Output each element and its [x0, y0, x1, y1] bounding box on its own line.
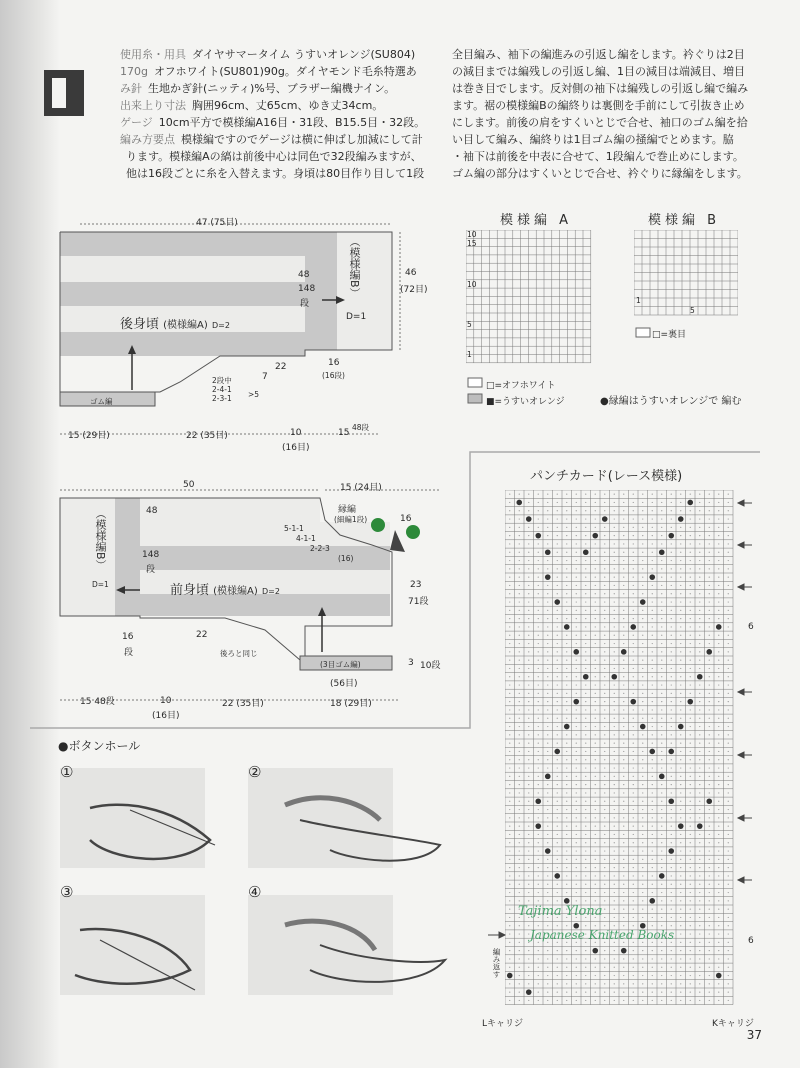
front-collar: 縁編 — [338, 505, 357, 515]
front-vertical-label: （模様編B） — [94, 508, 107, 571]
front-rib-label: (3目ゴム編) — [320, 660, 361, 669]
back-bottom6: 48段 — [352, 423, 370, 432]
front-neck3: 2-2-3 — [310, 544, 330, 553]
front-bottom1: 15 48段 — [80, 697, 115, 707]
punch-card-left-label: Lキャリジ — [482, 1019, 524, 1029]
front-dan: 段 — [146, 565, 156, 575]
back-d1: D=1 — [346, 312, 367, 322]
front-same-label: 後ろと同じ — [220, 649, 258, 658]
materials-line: 他は16段ごとに糸を入替えます。身頃は80目作り目して1段 — [126, 167, 425, 180]
pattern-a-grid — [466, 230, 592, 364]
legend-orange: ■=うすいオレンジ — [486, 397, 565, 407]
watermark-line1: Tajima Ylona — [518, 904, 603, 919]
front-n16b: (16) — [338, 554, 354, 563]
back-dan: 段 — [300, 299, 310, 309]
punch-card-side-label: 編み返す — [492, 948, 501, 978]
pattern-a-row-label: 1 — [467, 350, 472, 359]
back-bottom2: 22 (35目) — [186, 431, 228, 441]
materials-line: 出来上り寸法 胸囲96cm、丈65cm、ゆき丈34cm。 — [120, 99, 384, 112]
front-bottom6: (56目) — [330, 679, 358, 689]
front-bottom4: 22 (35目) — [222, 699, 264, 709]
back-bottom1: 15 (29目) — [68, 431, 110, 441]
back-rib-label: ゴム編 — [90, 397, 113, 406]
front-h23: 23 — [410, 580, 422, 590]
page-number: 37 — [746, 1028, 762, 1042]
instruction-line: ます。裾の模様編Bの編終りは裏側を手前にして引抜き止め — [452, 99, 745, 112]
back-h16: 16 — [328, 358, 340, 368]
pattern-b-grid — [634, 230, 738, 316]
back-gt5: >5 — [248, 390, 260, 399]
front-body-label: 前身頃 (模様編A) D=2 — [170, 583, 280, 598]
instruction-line: の減目までは編残しの引返し編、1目の減目は端減目、増目 — [452, 65, 745, 78]
legend-white-swatch — [468, 378, 482, 387]
instruction-line: ゴム編の部分はすくいとじで合せ、衿ぐりに縁編をします。 — [452, 167, 748, 180]
front-h16: 16 — [122, 632, 134, 642]
front-h148: 148 — [142, 550, 160, 560]
front-hdan: 段 — [124, 648, 134, 658]
back-h148: 148 — [298, 284, 316, 294]
materials-line: ります。模様編Aの縞は前後中心は同色で32段編みますが、 — [126, 150, 422, 163]
back-h7: 7 — [262, 372, 268, 382]
front-collar2: (細編1段) — [334, 515, 368, 524]
back-dec: 2段中 — [212, 376, 232, 385]
instruction-line: にします。前後の肩をすくいとじで合せ、袖口のゴム編を拾 — [452, 116, 748, 129]
buttonhole-step-3: ③ — [60, 883, 74, 901]
legend-purl-swatch — [636, 328, 650, 337]
pattern-a-row-label: 10 — [467, 230, 477, 239]
front-d1: D=1 — [92, 580, 109, 589]
buttonhole-title: ●ボタンホール — [58, 739, 141, 753]
back-bottom4: (16目) — [282, 443, 310, 453]
back-h46: 46 — [405, 268, 417, 278]
front-right-top: 15 (24目) — [340, 483, 382, 493]
buttonhole-step-2: ② — [248, 763, 262, 781]
instruction-line: い目して編み、編終りは1目ゴム編の掻編でとめます。脇 — [452, 133, 734, 146]
front-bottom5: 18 (29目) — [330, 699, 372, 709]
pattern-a-title: 模様編 A — [500, 213, 573, 228]
back-top-width: 47 (75目) — [196, 218, 238, 228]
back-body-label: 後身頃 (模様編A) D=2 — [120, 317, 230, 332]
punch-card-marker: 6 — [748, 622, 754, 632]
back-vertical-label: （模様編B） — [348, 236, 361, 299]
pattern-a-row-label: 10 — [467, 280, 477, 289]
front-neck2: 4-1-1 — [296, 534, 316, 543]
front-h71: 71段 — [408, 597, 429, 607]
back-h22: 22 — [275, 362, 287, 372]
punch-card-marker: 6 — [748, 936, 754, 946]
instruction-line: は巻き目でします。反対側の袖下は編残しの引返し編で編み — [452, 82, 749, 95]
back-h48: 48 — [298, 270, 310, 280]
instruction-line: ・袖下は前後を中表に合せて、1段編んで巻止めにします。 — [452, 150, 744, 163]
legend-orange-swatch — [468, 394, 482, 403]
front-neck1: 5-1-1 — [284, 524, 304, 533]
buttonhole-step-4: ④ — [248, 883, 262, 901]
front-n16: 16 — [400, 514, 412, 524]
front-h3: 3 — [408, 658, 414, 668]
pattern-b-title: 模様編 B — [648, 213, 721, 228]
instruction-line: 全目編み、袖下の編進みの引返し編をします。衿ぐりは2目 — [452, 48, 745, 61]
pattern-a-row-label: 15 — [467, 239, 477, 248]
front-h22: 22 — [196, 630, 208, 640]
legend-note: ●縁編はうすいオレンジで 編む — [600, 396, 742, 407]
buttonhole-illustrations — [60, 768, 445, 995]
front-top-width: 50 — [183, 480, 195, 490]
back-hdan16: (16段) — [322, 371, 345, 380]
pattern-b-legend: □=裏目 — [652, 330, 687, 340]
materials-line: み針 生地かぎ針(ニッティ)%号、ブラザー編機ナイン。 — [120, 82, 396, 95]
punch-card-right-label: Kキャリジ — [712, 1019, 754, 1029]
front-h48: 48 — [146, 506, 158, 516]
materials-line: ゲージ 10cm平方で模様編A16目・31段、B15.5目・32段。 — [120, 116, 426, 129]
front-bottom2: 10 — [160, 696, 172, 706]
back-dec2: 2-4-1 — [212, 385, 232, 394]
materials-line: 170g オフホワイト(SU801)90g。ダイヤモンド毛糸特選あ — [120, 65, 417, 78]
back-h72: (72目) — [400, 285, 428, 295]
front-h10: 10段 — [420, 661, 441, 671]
pattern-b-row-label: 1 — [636, 296, 641, 305]
legend-white: □=オフホワイト — [486, 381, 556, 391]
back-dec3: 2-3-1 — [212, 394, 232, 403]
pattern-b-row-label: 5 — [690, 306, 695, 315]
materials-line: 使用糸・用具 ダイヤサマータイム うすいオレンジ(SU804) — [120, 48, 416, 61]
buttonhole-step-1: ① — [60, 763, 74, 781]
front-bottom3: (16目) — [152, 711, 180, 721]
punch-card-title: パンチカード(レース模様) — [530, 469, 683, 484]
back-bottom5: 15 — [338, 428, 350, 438]
materials-line: 編み方要点 模様編ですのでゲージは横に伸ばし加減にして計 — [120, 133, 423, 146]
pattern-a-row-label: 5 — [467, 320, 472, 329]
back-bottom3: 10 — [290, 428, 302, 438]
watermark-line2: Japanese Knitted Books — [530, 928, 675, 942]
